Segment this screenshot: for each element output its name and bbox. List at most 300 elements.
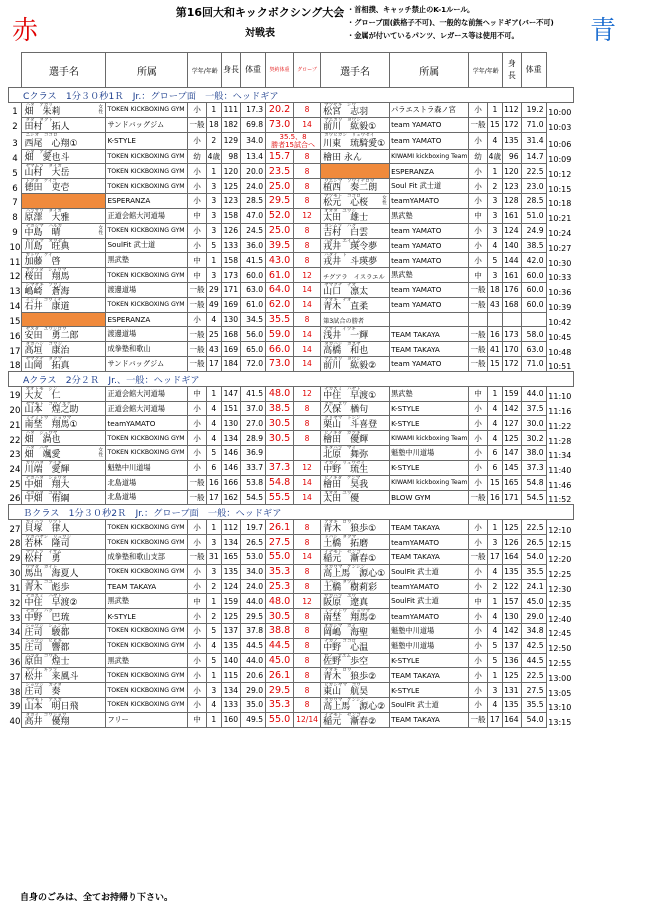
glove-size: 8 [294, 638, 321, 653]
blue-weight: 54.0 [521, 549, 546, 564]
red-gym: サンドバッグジム [106, 357, 188, 372]
bout-row [9, 668, 574, 683]
blue-grade: 小 [469, 223, 487, 238]
red-age: 6 [206, 460, 221, 475]
blue-grade: 中 [469, 594, 487, 609]
blue-grade: 小 [469, 475, 487, 490]
red-grade: 小 [188, 194, 206, 209]
blue-height: 123 [503, 179, 522, 194]
red-grade: 小 [188, 312, 206, 327]
red-weight: 24.0 [241, 179, 266, 194]
red-name-blank [22, 312, 106, 327]
bout-row [9, 194, 574, 209]
blue-fighter-cell [321, 103, 390, 118]
header-row [9, 53, 574, 88]
bout-row [9, 282, 574, 297]
red-age: 1 [206, 164, 221, 179]
red-grade: 一般 [188, 117, 206, 132]
blue-height: 137 [503, 638, 522, 653]
red-fighter-cell [22, 431, 106, 446]
bout-time: 10:03 [548, 123, 572, 133]
red-fighter-name: 桜田 翔馬 [24, 271, 70, 282]
red-age: 43 [206, 342, 221, 357]
blue-grade: 一般 [469, 490, 487, 505]
red-fighter-cell [22, 653, 106, 668]
bout-number: 38 [9, 687, 21, 698]
bout-number: 11 [9, 257, 21, 268]
bout-row [9, 638, 574, 653]
blue-grade: 一般 [469, 549, 487, 564]
blue-fighter-name: 松元 心桜 [323, 197, 369, 208]
blue-gym: K-STYLE [390, 653, 469, 668]
red-fighter-name: 原田 煌士 [24, 657, 70, 668]
red-weight: 24.5 [241, 223, 266, 238]
red-grade: 小 [188, 564, 206, 579]
red-kana: ショウジ シュンゴ [25, 624, 67, 629]
red-gym: 北島道場 [106, 475, 188, 490]
blue-kana: イナモト ゼンゴ [324, 549, 361, 555]
red-fighter-cell [22, 132, 106, 149]
bout-number: 16 [9, 331, 21, 342]
red-gym: ESPERANZA [106, 312, 188, 327]
blue-gym: team YAMATO [390, 132, 469, 149]
blue-height [503, 312, 522, 327]
blue-weight: 38.0 [521, 446, 546, 461]
red-gym: TOKEN KICKBOXING GYM [106, 638, 188, 653]
blue-fighter-cell [321, 668, 390, 683]
blue-weight: 37.5 [521, 401, 546, 416]
blue-grade: 小 [469, 653, 487, 668]
blue-fighter-name: 第3試合の勝者 [323, 318, 365, 326]
blue-weight: 54.0 [521, 712, 546, 727]
red-height: 135 [222, 564, 241, 579]
bout-number: 8 [12, 213, 18, 224]
contract-weight: 61.0 [266, 268, 294, 283]
red-kana: ヤマグチ タクマ [25, 357, 63, 362]
red-age: 49 [206, 297, 221, 312]
contract-weight: 30.5 [266, 609, 294, 624]
glove-size: 8 [294, 401, 321, 416]
bout-time: 11:46 [548, 481, 572, 490]
red-height: 133 [222, 698, 241, 713]
contract-weight: 59.0 [266, 327, 294, 342]
blue-height: 125 [503, 520, 522, 535]
bout-number: 27 [9, 524, 21, 535]
blue-kana: クリヤマ トシン [324, 416, 361, 422]
blue-height: 176 [503, 282, 522, 297]
blue-height: 122 [503, 579, 522, 594]
blue-fighter-cell [321, 490, 390, 505]
red-gym: 正道会館大河道場 [106, 208, 188, 223]
blue-weight: 44.0 [521, 386, 546, 401]
red-fighter-name: 庄司 駿都 [24, 627, 70, 638]
red-weight: 53.8 [241, 475, 266, 490]
bout-number: 23 [9, 450, 21, 461]
bout-row [9, 149, 574, 164]
blue-height: 144 [503, 253, 522, 268]
red-age: 5 [206, 238, 221, 253]
red-grade: 中 [188, 594, 206, 609]
blue-kana: アオキ ロウ [324, 520, 352, 526]
blue-grade: 小 [469, 609, 487, 624]
red-fighter-name: 石井 康道 [24, 301, 70, 312]
blue-grade: 小 [469, 460, 487, 475]
red-fighter-cell [22, 579, 106, 594]
red-grade: 一般 [188, 490, 206, 505]
glove-size: 12/14 [294, 712, 321, 727]
blue-fighter-cell [321, 223, 390, 238]
blue-age: 5 [487, 638, 502, 653]
blue-gym: team YAMATO [390, 253, 469, 268]
blue-fighter-cell [321, 431, 390, 446]
bout-number: 7 [12, 198, 18, 209]
glove-size: 8 [294, 579, 321, 594]
red-fighter-cell [22, 683, 106, 698]
blue-gym: 黒武塾 [390, 208, 469, 223]
blue-fighter-cell [321, 653, 390, 668]
red-fighter-name: 山村 大岳 [24, 168, 70, 179]
blue-grade: 小 [469, 431, 487, 446]
red-height: 151 [222, 401, 241, 416]
bout-time: 13:05 [548, 688, 572, 698]
red-age: 3 [206, 683, 221, 698]
blue-kana: ヨシムラ ハク [324, 223, 357, 229]
bout-row [9, 357, 574, 372]
col-blue-name: 選手名 [321, 53, 390, 88]
blue-name-blank [321, 164, 390, 179]
blue-weight [521, 312, 546, 327]
red-height: 134 [222, 535, 241, 550]
blue-weight: 58.0 [521, 327, 546, 342]
red-weight: 36.9 [241, 446, 266, 461]
bout-number: 1 [12, 107, 18, 118]
bout-number: 39 [9, 702, 21, 713]
red-kana: イシイ コウミチ [25, 297, 62, 303]
red-age: 4 [206, 638, 221, 653]
bout-time: 12:45 [548, 629, 572, 639]
red-weight: 28.5 [241, 194, 266, 209]
blue-gym: SoulFit 武士道 [390, 564, 469, 579]
glove-size: 12 [294, 208, 321, 223]
blue-fighter-cell [321, 460, 390, 475]
glove-size: 8 [294, 564, 321, 579]
bout-row [9, 698, 574, 713]
blue-weight: 60.0 [521, 297, 546, 312]
col-blue-weight: 体重 [521, 53, 546, 88]
red-weight: 17.3 [241, 103, 266, 118]
blue-weight: 30.2 [521, 431, 546, 446]
red-fighter-name: 川端 愛輝 [24, 464, 70, 475]
class-title: Aクラス 2分２Ｒ Jr.、一般：ヘッドギア [9, 371, 574, 386]
blue-grade: 小 [469, 132, 487, 149]
blue-fighter-cell [321, 149, 390, 164]
blue-gym: Soul Fit 武士道 [390, 179, 469, 194]
red-grade: 中 [188, 712, 206, 727]
red-age: 3 [206, 179, 221, 194]
red-fighter-cell [22, 103, 106, 118]
blue-weight: 24.9 [521, 223, 546, 238]
bout-number: 5 [12, 168, 18, 179]
red-age: 16 [206, 475, 221, 490]
red-fighter-name: 山岡 拓真 [24, 360, 70, 371]
blue-height: 130 [503, 609, 522, 624]
blue-gym: team YAMATO [390, 297, 469, 312]
blue-grade: 小 [469, 683, 487, 698]
glove-size: 14 [294, 490, 321, 505]
blue-kana: サノ アユム [324, 653, 352, 659]
bout-row [9, 431, 574, 446]
red-weight: 44.5 [241, 638, 266, 653]
blue-fighter-name: 阪原 遼真 [323, 598, 369, 609]
red-age: 17 [206, 357, 221, 372]
red-kana: ヤマムラ タイガ [25, 164, 62, 170]
bout-number: 9 [12, 228, 18, 238]
blue-weight: 24.1 [521, 579, 546, 594]
red-fighter-cell [22, 268, 106, 283]
red-gym: TOKEN KICKBOXING GYM [106, 179, 188, 194]
bout-number: 20 [9, 405, 21, 416]
red-fighter-cell [22, 698, 106, 713]
red-age: 3 [206, 223, 221, 238]
blue-weight: 42.5 [521, 638, 546, 653]
blue-grade: 小 [469, 194, 487, 209]
blue-fighter-name: 高上馬 源心② [323, 701, 386, 712]
blue-gym: 魁塾中川道場 [390, 446, 469, 461]
contract-weight: 39.5 [266, 238, 294, 253]
red-height: 130 [222, 416, 241, 431]
red-gym: K-STYLE [106, 132, 188, 149]
blue-weight: 51.0 [521, 208, 546, 223]
blue-age: 4 [487, 564, 502, 579]
blue-gym: TEAM TAKAYA [390, 712, 469, 727]
bout-time: 12:55 [548, 658, 572, 668]
blue-grade: 中 [469, 208, 487, 223]
red-height: 135 [222, 638, 241, 653]
red-age: 4 [206, 416, 221, 431]
red-grade: 小 [188, 653, 206, 668]
bout-row [9, 446, 574, 461]
red-grade: 小 [188, 668, 206, 683]
bout-time: 10:21 [548, 214, 572, 224]
contract-weight: 29.5 [266, 194, 294, 209]
bout-time: 12:40 [548, 614, 572, 624]
blue-fighter-cell [321, 475, 390, 490]
glove-size: 8 [294, 253, 321, 268]
red-weight: 60.0 [241, 268, 266, 283]
blue-age: 17 [487, 549, 502, 564]
bout-row [9, 416, 574, 431]
red-fighter-cell [22, 416, 106, 431]
blue-kana: マツザキ シウ [324, 103, 357, 108]
blue-kana: ヒノキダ ケンマ [324, 475, 361, 481]
bout-time: 10:48 [548, 347, 572, 357]
blue-height: 147 [503, 446, 522, 461]
red-height: 140 [222, 653, 241, 668]
bout-time: 12:30 [548, 584, 572, 594]
blue-gym: team YAMATO [390, 238, 469, 253]
red-height: 133 [222, 238, 241, 253]
red-fighter-cell [22, 638, 106, 653]
blue-age: 4 [487, 431, 502, 446]
red-age: 4歳 [206, 149, 221, 164]
blue-kana: タカウマ ゲンシン [324, 564, 366, 570]
red-age: 2 [206, 579, 221, 594]
red-gym: TOKEN KICKBOXING GYM [106, 624, 188, 639]
blue-kana: ヒガシヤマ コウ [324, 683, 361, 689]
red-height: 158 [222, 253, 241, 268]
blue-kana: マエカワ ヨウシ [324, 357, 361, 362]
red-kana: ヤマモト コウノスケ [25, 401, 72, 407]
red-age: 5 [206, 653, 221, 668]
red-fighter-cell [22, 327, 106, 342]
bout-time: 10:39 [548, 303, 572, 313]
blue-fighter-name: 佐野 歩空 [323, 657, 369, 668]
glove-size: 8 [294, 609, 321, 624]
red-grade: 小 [188, 401, 206, 416]
blue-tag: 女性 [382, 196, 387, 207]
blue-weight: 22.5 [521, 668, 546, 683]
red-fighter-name: 大友 仁 [24, 390, 61, 401]
blue-age: 1 [487, 386, 502, 401]
blue-fighter-name: 栗山 斗喜登 [323, 420, 378, 431]
class-header-row [9, 88, 574, 103]
blue-age: 1 [487, 520, 502, 535]
blue-kana: オオタ ユウ [324, 490, 352, 496]
blue-kana: ヒノキダ カツキ [324, 431, 361, 437]
glove-size: 8 [294, 653, 321, 668]
bout-number: 18 [9, 360, 21, 371]
blue-gym: K-STYLE [390, 460, 469, 475]
blue-weight: 22.5 [521, 164, 546, 179]
blue-height: 173 [503, 327, 522, 342]
bout-time: 11:34 [548, 451, 572, 461]
blue-gym: KIWAMI kickboxing Team [390, 431, 469, 446]
red-weight: 41.5 [241, 253, 266, 268]
blue-height: 112 [503, 103, 522, 118]
red-weight: 27.0 [241, 416, 266, 431]
matchup-rows [9, 88, 574, 728]
blue-age: 6 [487, 460, 502, 475]
red-fighter-name: 川島 旺典 [24, 242, 70, 253]
bout-time: 11:10 [548, 392, 572, 402]
red-gym: サンドバッグジム [106, 117, 188, 132]
bout-row [9, 238, 574, 253]
blue-kana: クボ ユウ [324, 401, 348, 407]
red-kana: ハタ ハヤ [25, 446, 49, 452]
col-red-name: 選手名 [22, 53, 106, 88]
red-grade: 中 [188, 208, 206, 223]
red-weight: 65.0 [241, 342, 266, 357]
red-gym: K-STYLE [106, 609, 188, 624]
col-glove: グローブ [294, 53, 321, 88]
red-fighter-name: 安田 勇二郎 [24, 331, 79, 342]
bout-row [9, 253, 574, 268]
blue-fighter-name: 戎井 斗瑛夢 [323, 257, 378, 268]
red-kana: ウマダ カイト [25, 564, 58, 570]
blue-fighter-cell [321, 535, 390, 550]
blue-height: 161 [503, 268, 522, 283]
contract-weight: 44.5 [266, 638, 294, 653]
blue-age: 4歳 [487, 149, 502, 164]
bout-row [9, 549, 574, 564]
bout-time: 11:40 [548, 466, 572, 476]
blue-height: 126 [503, 535, 522, 550]
blue-kana: ナカノ リュウセイ [324, 460, 366, 466]
rules-list [347, 3, 554, 42]
red-gym: 黒武塾 [106, 253, 188, 268]
red-fighter-cell [22, 594, 106, 609]
red-age: 5 [206, 446, 221, 461]
red-gym: TOKEN KICKBOXING GYM [106, 564, 188, 579]
red-weight: 69.8 [241, 117, 266, 132]
blue-weight: 19.2 [521, 103, 546, 118]
blue-kana: ヤマグチ ナオ [324, 282, 357, 288]
bout-number: 37 [9, 672, 21, 683]
blue-kana: ドバシ タツリ [324, 579, 356, 585]
bout-row [9, 475, 574, 490]
bout-time: 10:12 [548, 169, 572, 179]
blue-weight: 29.0 [521, 609, 546, 624]
blue-gym [390, 312, 469, 327]
blue-kana: ミナミトウ ショウマ [324, 609, 370, 615]
red-fighter-cell [22, 520, 106, 535]
bout-row [9, 401, 574, 416]
blue-fighter-name: 山口 凛太 [323, 286, 369, 297]
bout-number: 33 [9, 613, 21, 624]
red-grade: 小 [188, 103, 206, 118]
col-blue-height: 身長 [503, 53, 522, 88]
blue-fighter-cell [321, 698, 390, 713]
bout-row [9, 223, 574, 238]
red-grade: 一般 [188, 282, 206, 297]
red-fighter-name: 西尾 心翔① [24, 138, 78, 149]
bout-number: 4 [12, 153, 18, 164]
bout-row [9, 132, 574, 149]
bout-row [9, 624, 574, 639]
red-weight: 20.6 [241, 668, 266, 683]
blue-gym: ESPERANZA [390, 164, 469, 179]
red-gym: 北島道場 [106, 490, 188, 505]
bout-row [9, 117, 574, 132]
red-fighter-name: 中畑 翔大 [24, 479, 70, 490]
red-weight: 34.0 [241, 132, 266, 149]
red-fighter-cell [22, 535, 106, 550]
red-grade: 一般 [188, 549, 206, 564]
red-height: 165 [222, 549, 241, 564]
blue-gym: teamYAMATO [390, 535, 469, 550]
blue-fighter-name: 吉村 白雲 [323, 227, 369, 238]
blue-fighter-cell [321, 446, 390, 461]
red-fighter-cell [22, 117, 106, 132]
blue-weight: 22.5 [521, 520, 546, 535]
red-grade: 中 [188, 268, 206, 283]
red-kana: ナカノ ハク [25, 609, 53, 615]
blue-age: 1 [487, 594, 502, 609]
bout-time: 12:50 [548, 644, 572, 654]
blue-weight: 71.0 [521, 117, 546, 132]
blue-gym: K-STYLE [390, 416, 469, 431]
blue-height: 135 [503, 698, 522, 713]
red-kana: タカイ コウショウ [25, 712, 67, 718]
bout-number: 19 [9, 391, 21, 402]
red-weight: 13.4 [241, 149, 266, 164]
red-age: 4 [206, 401, 221, 416]
glove-size: 8 [294, 535, 321, 550]
blue-grade: 一般 [469, 297, 487, 312]
blue-fighter-name: 植西 奏二朗 [323, 183, 378, 194]
blue-height: 128 [503, 194, 522, 209]
blue-gym: TEAM TAKAYA [390, 549, 469, 564]
